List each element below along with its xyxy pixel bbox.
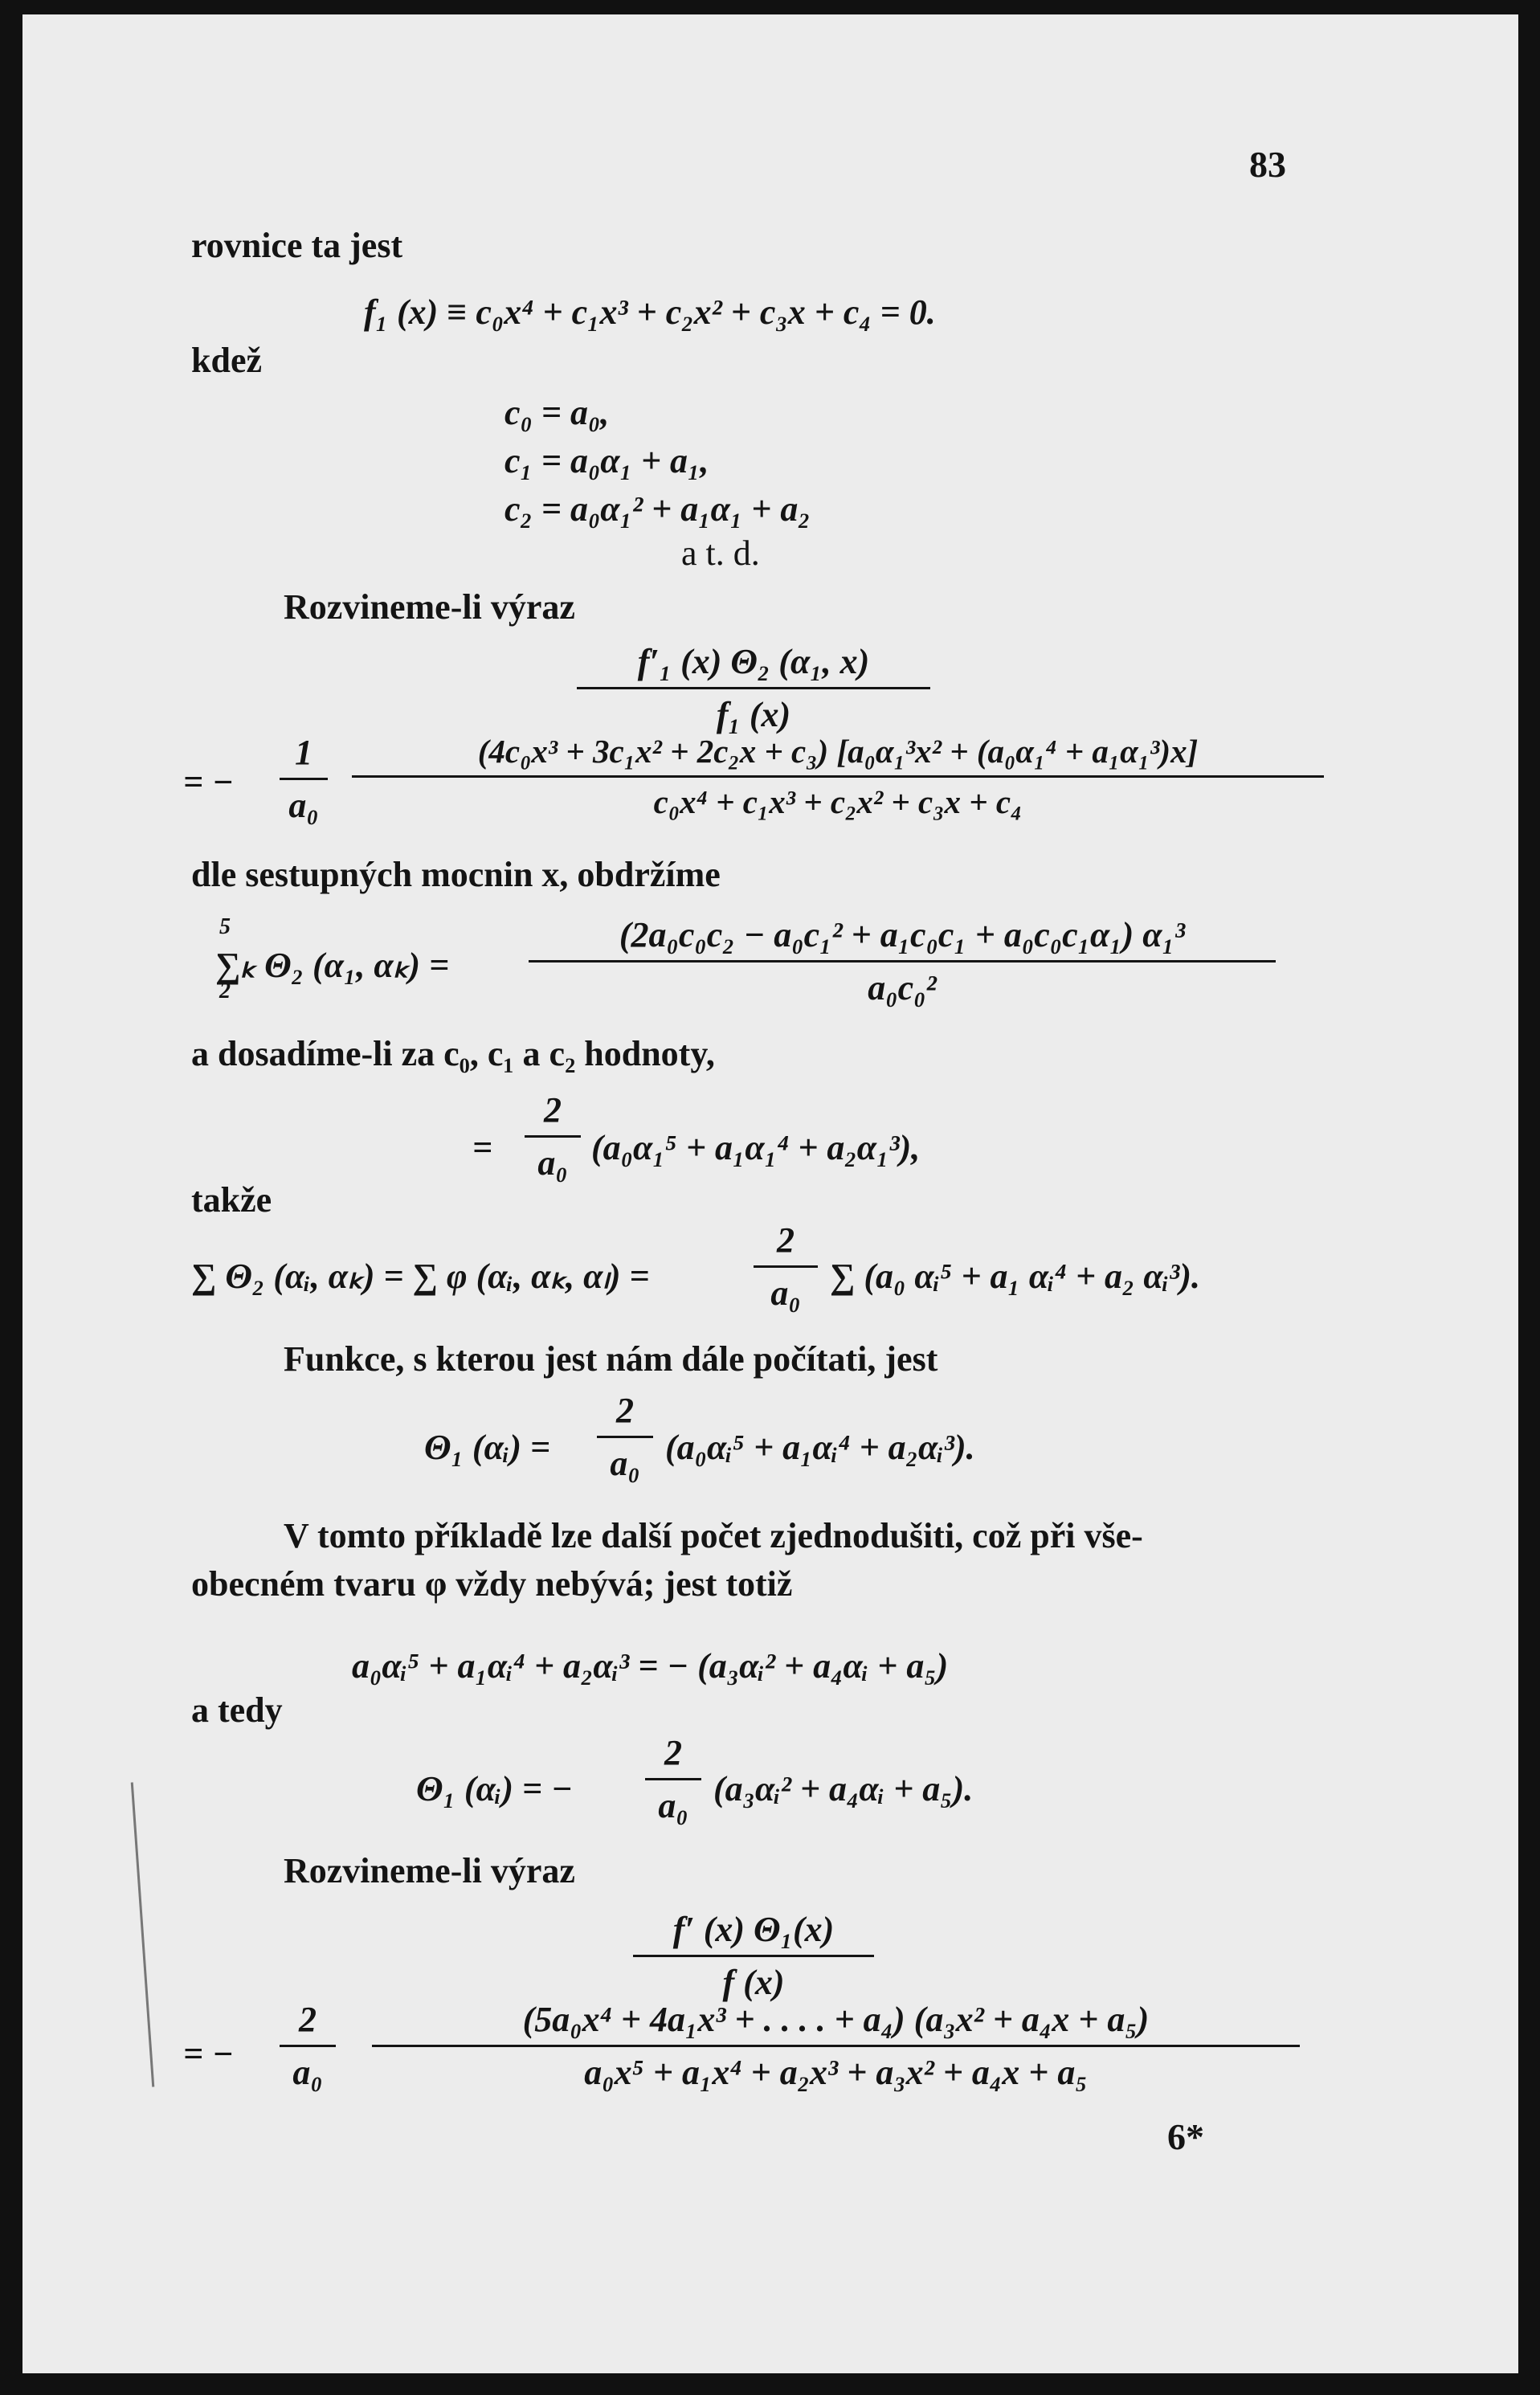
equation-b-rest: (a₀α₁⁵ + a₁α₁⁴ + a₂α₁³),: [591, 1128, 921, 1167]
equation-b-prefix: =: [472, 1128, 493, 1167]
equation-b-coefficient: [525, 1089, 581, 1183]
equation-f-rest: (a₃αᵢ² + a₄αᵢ + a₅).: [713, 1769, 974, 1809]
text-a-tedy: a tedy: [191, 1690, 283, 1730]
equation-a-prefix: = −: [183, 762, 234, 802]
equation-g-prefix: = −: [183, 2034, 234, 2074]
text-funkce: Funkce, s kterou jest nám dále počítati, jest: [284, 1339, 938, 1379]
equation-g-numerator: (5a₀x⁴ + 4a₁x³ + . . . . + a₄) (a₃x² + a₄x + a₅): [372, 1999, 1300, 2047]
equation-c1: c₁ = a₀α₁ + a₁,: [504, 441, 709, 480]
text-tomto-line1: V tomto příkladě lze další počet zjednodušiti, což při vše-: [284, 1516, 1143, 1555]
equation-c0: c₀ = a₀,: [504, 393, 610, 432]
fraction-f1-denominator: f₁ (x): [716, 695, 791, 734]
fraction-f2-denominator: f (x): [722, 1963, 785, 2002]
equation-a-coefficient-denominator: a₀: [288, 786, 319, 825]
text-kdez: kdež: [191, 341, 262, 380]
equation-f-coefficient: [645, 1732, 701, 1826]
sum-denominator: a₀c₀²: [868, 968, 937, 1007]
equation-b-coefficient-numerator: 2: [525, 1089, 581, 1138]
equation-a-coefficient: [280, 732, 328, 826]
sum-fraction: [529, 914, 1276, 1008]
fraction-f2-numerator: f′ (x) Θ₁(x): [633, 1909, 874, 1957]
equation-b-coefficient-denominator: a₀: [537, 1143, 568, 1183]
text-atd: a t. d.: [681, 533, 760, 573]
equation-d-coefficient-denominator: a₀: [610, 1444, 640, 1483]
text-takze: takže: [191, 1180, 272, 1220]
equation-f-coefficient-numerator: 2: [645, 1732, 701, 1780]
equation-c-coefficient-numerator: 2: [754, 1220, 818, 1268]
text-rozvineme-1: Rozvineme-li výraz: [284, 587, 575, 627]
equation-a-coefficient-numerator: 1: [280, 732, 328, 780]
equation-g-denominator: a₀x⁵ + a₁x⁴ + a₂x³ + a₃x² + a₄x + a₅: [584, 2053, 1088, 2092]
equation-g-fraction: [372, 1999, 1300, 2093]
sum-upper-limit: 5: [219, 914, 231, 939]
fraction-f1: [577, 641, 930, 735]
equation-d-coefficient-numerator: 2: [597, 1390, 653, 1438]
text-dle: dle sestupných mocnin x, obdržíme: [191, 855, 721, 894]
equation-c-rest: ∑ (a₀ αᵢ⁵ + a₁ αᵢ⁴ + a₂ αᵢ³).: [830, 1257, 1201, 1296]
fraction-f2: [633, 1909, 874, 2003]
equation-e: a₀αᵢ⁵ + a₁αᵢ⁴ + a₂αᵢ³ = − (a₃αᵢ² + a₄αᵢ + a₅): [352, 1646, 949, 1686]
equation-g-coefficient-numerator: 2: [280, 1999, 336, 2047]
equation-f-lhs: Θ₁ (αᵢ) = −: [416, 1769, 573, 1809]
equation-a-fraction: [352, 732, 1324, 821]
equation-a-denominator: c₀x⁴ + c₁x³ + c₂x² + c₃x + c₄: [653, 783, 1023, 820]
equation-c-coefficient: [754, 1220, 818, 1314]
equation-f1: f₁ (x) ≡ c₀x⁴ + c₁x³ + c₂x² + c₃x + c₄ = 0.: [364, 292, 936, 332]
equation-g-coefficient-denominator: a₀: [292, 2053, 323, 2092]
text-rovnice: rovnice ta jest: [191, 226, 403, 265]
margin-pencil-line: [131, 1782, 155, 2086]
equation-g-coefficient: [280, 1999, 336, 2093]
sum-lower-limit: 2: [219, 979, 231, 1003]
text-dosadime: a dosadíme-li za c₀, c₁ a c₂ hodnoty,: [191, 1034, 715, 1073]
equation-c-coefficient-denominator: a₀: [770, 1273, 801, 1313]
equation-c-lhs: ∑ Θ₂ (αᵢ, αₖ) = ∑ φ (αᵢ, αₖ, αₗ) =: [191, 1257, 650, 1296]
fraction-f1-numerator: f′₁ (x) Θ₂ (α₁, x): [577, 641, 930, 689]
equation-c2: c₂ = a₀α₁² + a₁α₁ + a₂: [504, 489, 811, 529]
equation-d-lhs: Θ₁ (αᵢ) =: [424, 1428, 551, 1467]
text-rozvineme-2: Rozvineme-li výraz: [284, 1851, 575, 1890]
book-page: [22, 14, 1518, 2373]
signature-mark: 6*: [1167, 2116, 1204, 2157]
equation-f-coefficient-denominator: a₀: [658, 1786, 688, 1825]
equation-a-numerator: (4c₀x³ + 3c₁x² + 2c₂x + c₃) [a₀α₁³x² + (a₀α₁⁴ + a₁α₁³)x]: [352, 732, 1324, 778]
page-number: 83: [1249, 144, 1286, 185]
sum-lhs: ∑ₖ Θ₂ (α₁, αₖ) =: [215, 946, 450, 985]
text-tomto-line2: obecném tvaru φ vždy nebývá; jest totiž: [191, 1564, 793, 1604]
sum-numerator: (2a₀c₀c₂ − a₀c₁² + a₁c₀c₁ + a₀c₀c₁α₁) α₁³: [529, 914, 1276, 962]
equation-d-coefficient: [597, 1390, 653, 1484]
equation-d-rest: (a₀αᵢ⁵ + a₁αᵢ⁴ + a₂αᵢ³).: [665, 1428, 975, 1467]
